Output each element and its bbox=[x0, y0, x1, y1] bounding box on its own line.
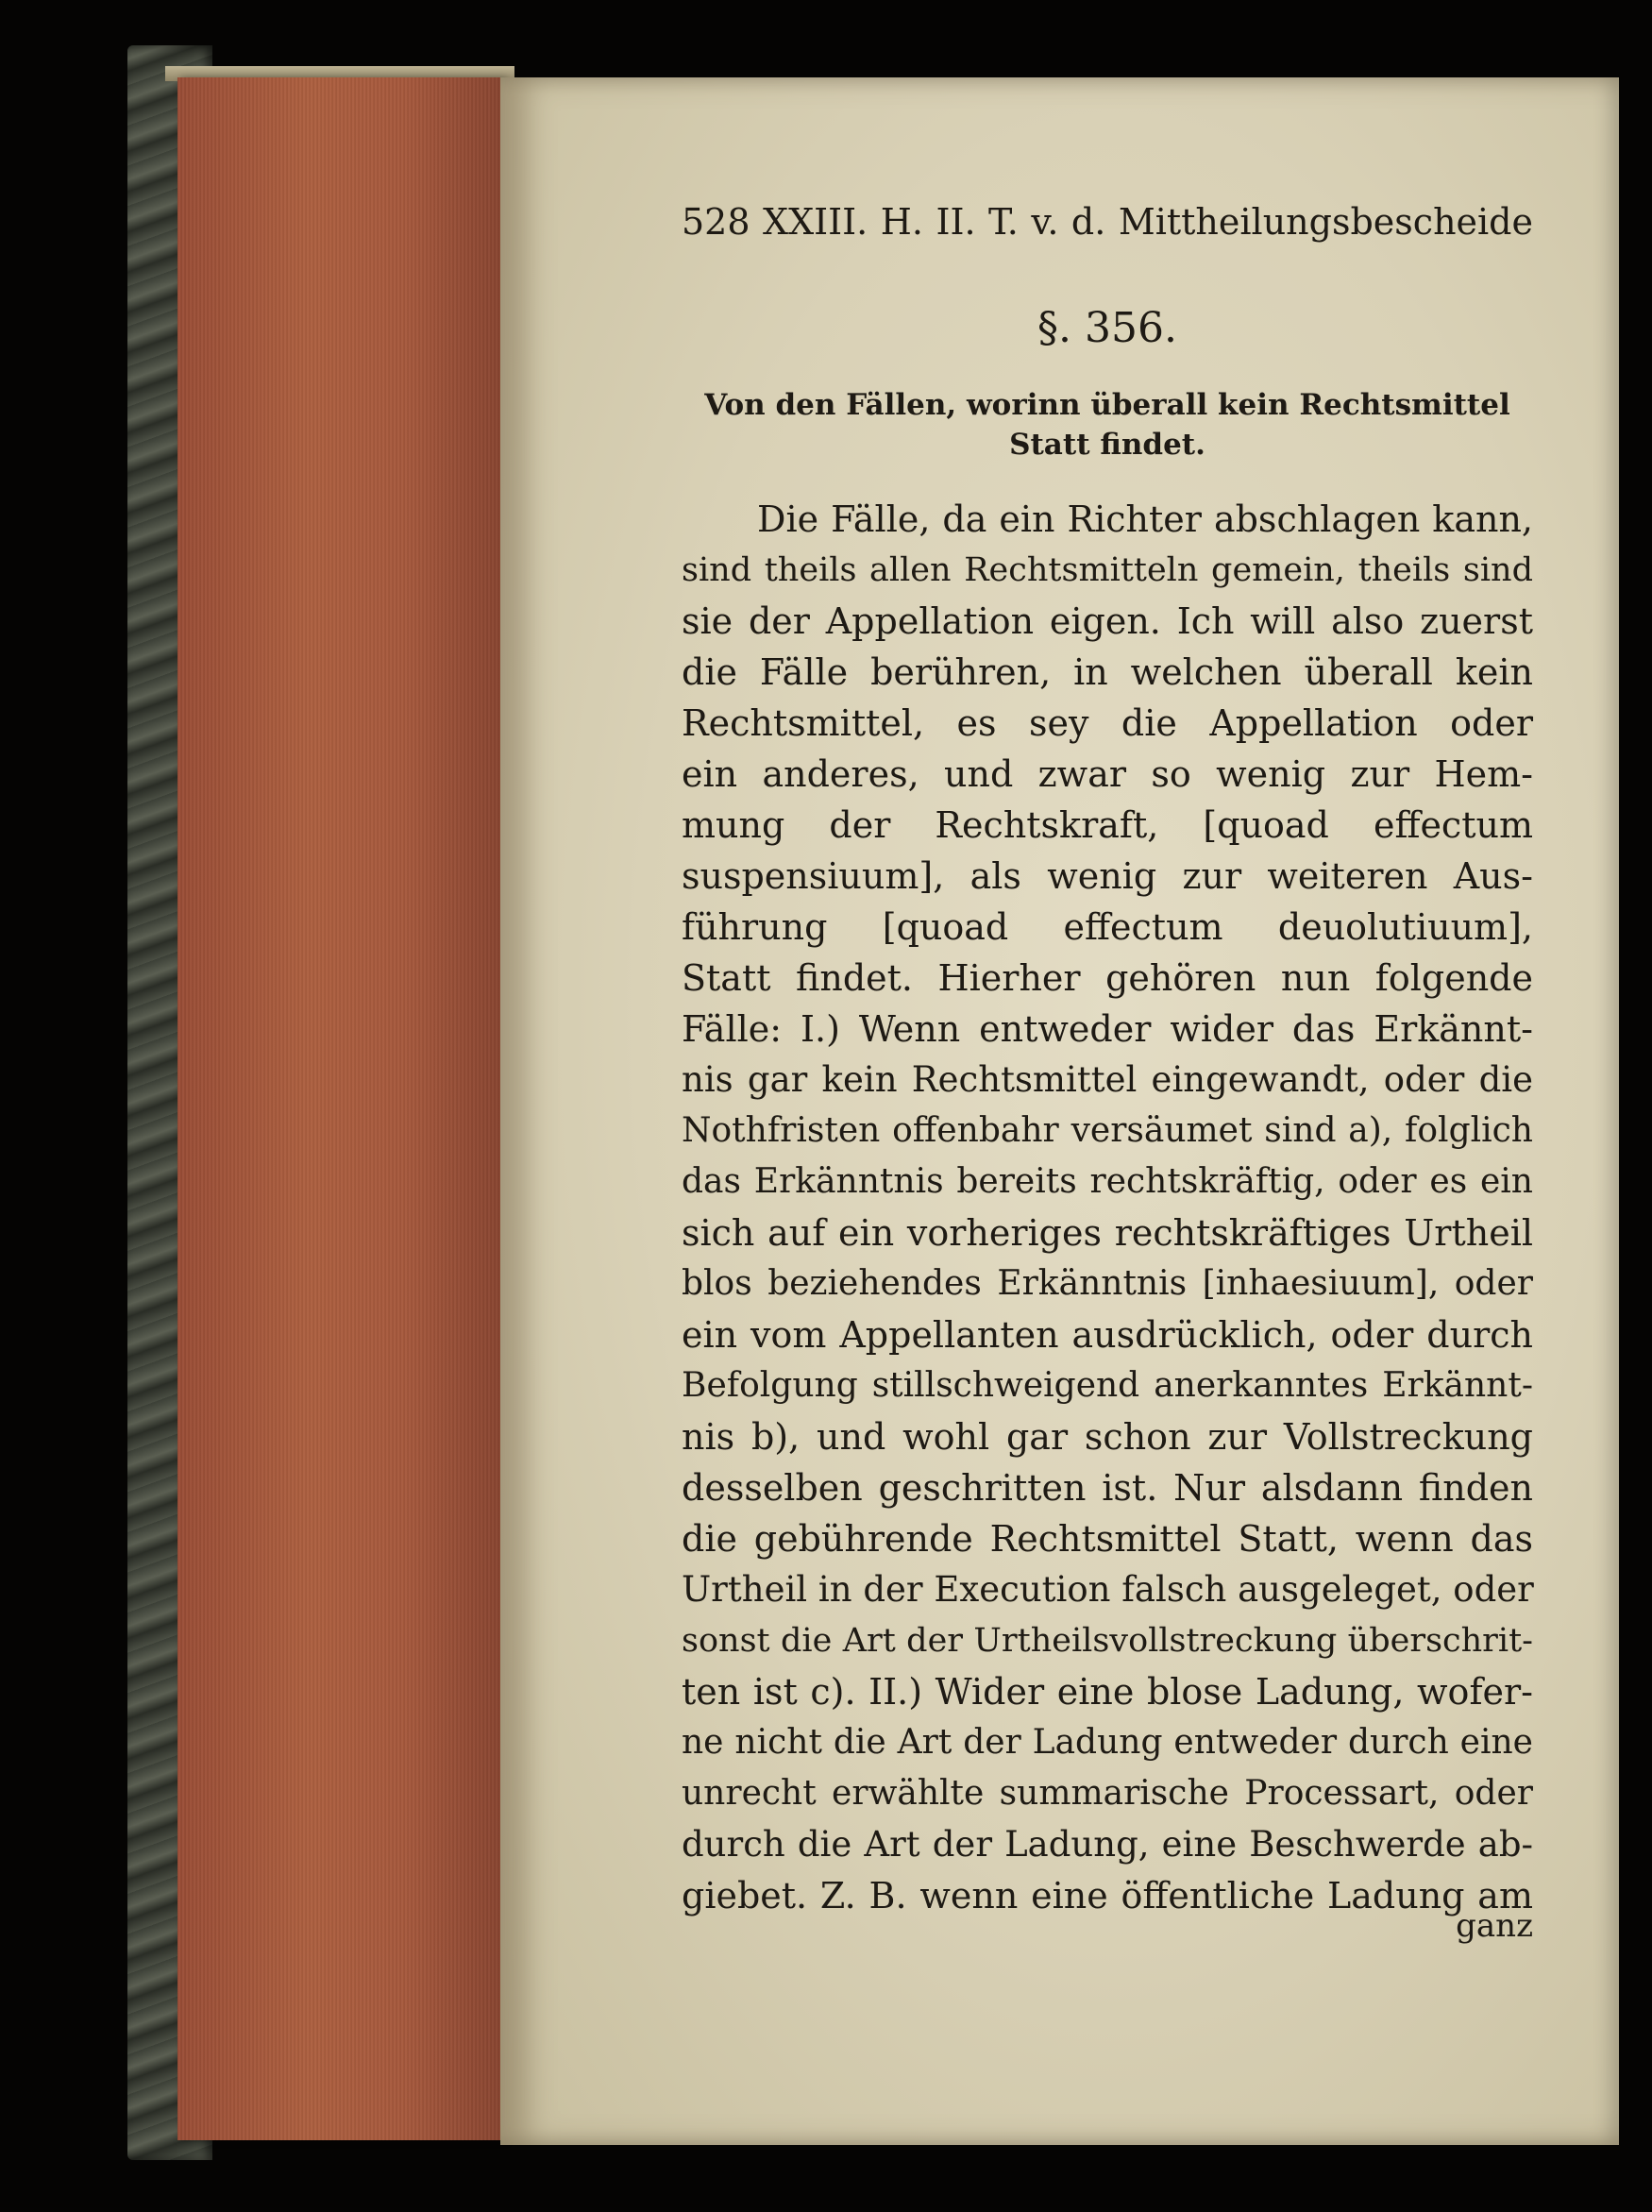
text-line: sie der Appellation eigen. Ich will also zuerst bbox=[682, 600, 1533, 642]
text-line: sind theils allen Rechtsmitteln gemein, theils sind bbox=[682, 551, 1533, 589]
text-line: die Fälle berühren, in welchen überall kein bbox=[682, 651, 1533, 693]
running-head: 528 XXIII. H. II. T. v. d. Mittheilungsbescheide bbox=[682, 201, 1533, 243]
text-line: ten ist c). II.) Wider eine blose Ladung, wofer- bbox=[682, 1671, 1533, 1713]
section-number: §. 356. bbox=[1037, 304, 1177, 352]
page-fore-edges bbox=[177, 77, 503, 2140]
text-line: sonst die Art der Urtheilsvollstreckung überschrit- bbox=[682, 1622, 1533, 1660]
text-line: das Erkänntnis bereits rechtskräftig, oder es ein bbox=[682, 1162, 1533, 1201]
text-line: Die Fälle, da ein Richter abschlagen kann, bbox=[757, 498, 1533, 540]
body-text bbox=[682, 494, 1533, 1921]
text-line: sich auf ein vorheriges rechtskräftiges Urtheil bbox=[682, 1212, 1533, 1254]
text-line: nis gar kein Rechtsmittel eingewandt, oder die bbox=[682, 1059, 1533, 1100]
text-line: führung [quoad effectum deuolutiuum], bbox=[682, 906, 1533, 948]
text-line: suspensiuum], als wenig zur weiteren Aus- bbox=[682, 855, 1533, 897]
text-line: Statt findet. Hierher gehören nun folgende bbox=[682, 957, 1533, 999]
text-line: desselben geschritten ist. Nur alsdann finden bbox=[682, 1467, 1533, 1509]
section-heading bbox=[682, 385, 1533, 464]
text-line: Befolgung stillschweigend anerkanntes Erkännt- bbox=[682, 1366, 1533, 1405]
text-line: ein vom Appellanten ausdrücklich, oder durch bbox=[682, 1314, 1533, 1356]
text-line: nis b), und wohl gar schon zur Vollstreckung bbox=[682, 1416, 1533, 1458]
text-line: blos beziehendes Erkänntnis [inhaesiuum], oder bbox=[682, 1264, 1533, 1303]
text-line: unrecht erwählte summarische Processart, oder bbox=[682, 1774, 1533, 1813]
text-line: Fälle: I.) Wenn entweder wider das Erkännt- bbox=[682, 1008, 1533, 1050]
section-heading-line: Von den Fällen, worinn überall kein Rechtsmittel bbox=[704, 388, 1510, 422]
text-line: die gebührende Rechtsmittel Statt, wenn das bbox=[682, 1518, 1533, 1560]
text-line: Urtheil in der Execution falsch ausgeleget, oder bbox=[682, 1569, 1534, 1610]
text-line: ne nicht die Art der Ladung entweder durch eine bbox=[682, 1723, 1533, 1762]
text-line: Nothfristen offenbahr versäumet sind a), folglich bbox=[682, 1111, 1533, 1150]
text-line: giebet. Z. B. wenn eine öffentliche Ladung am bbox=[682, 1875, 1533, 1917]
text-line: ein anderes, und zwar so wenig zur Hem- bbox=[682, 753, 1533, 795]
section-heading-line: Statt findet. bbox=[1009, 428, 1205, 462]
text-line: Rechtsmittel, es sey die Appellation oder bbox=[682, 702, 1533, 744]
text-line: durch die Art der Ladung, eine Beschwerde ab- bbox=[682, 1824, 1533, 1865]
text-line: mung der Rechtskraft, [quoad effectum bbox=[682, 804, 1533, 846]
catchword: ganz bbox=[1456, 1907, 1533, 1945]
